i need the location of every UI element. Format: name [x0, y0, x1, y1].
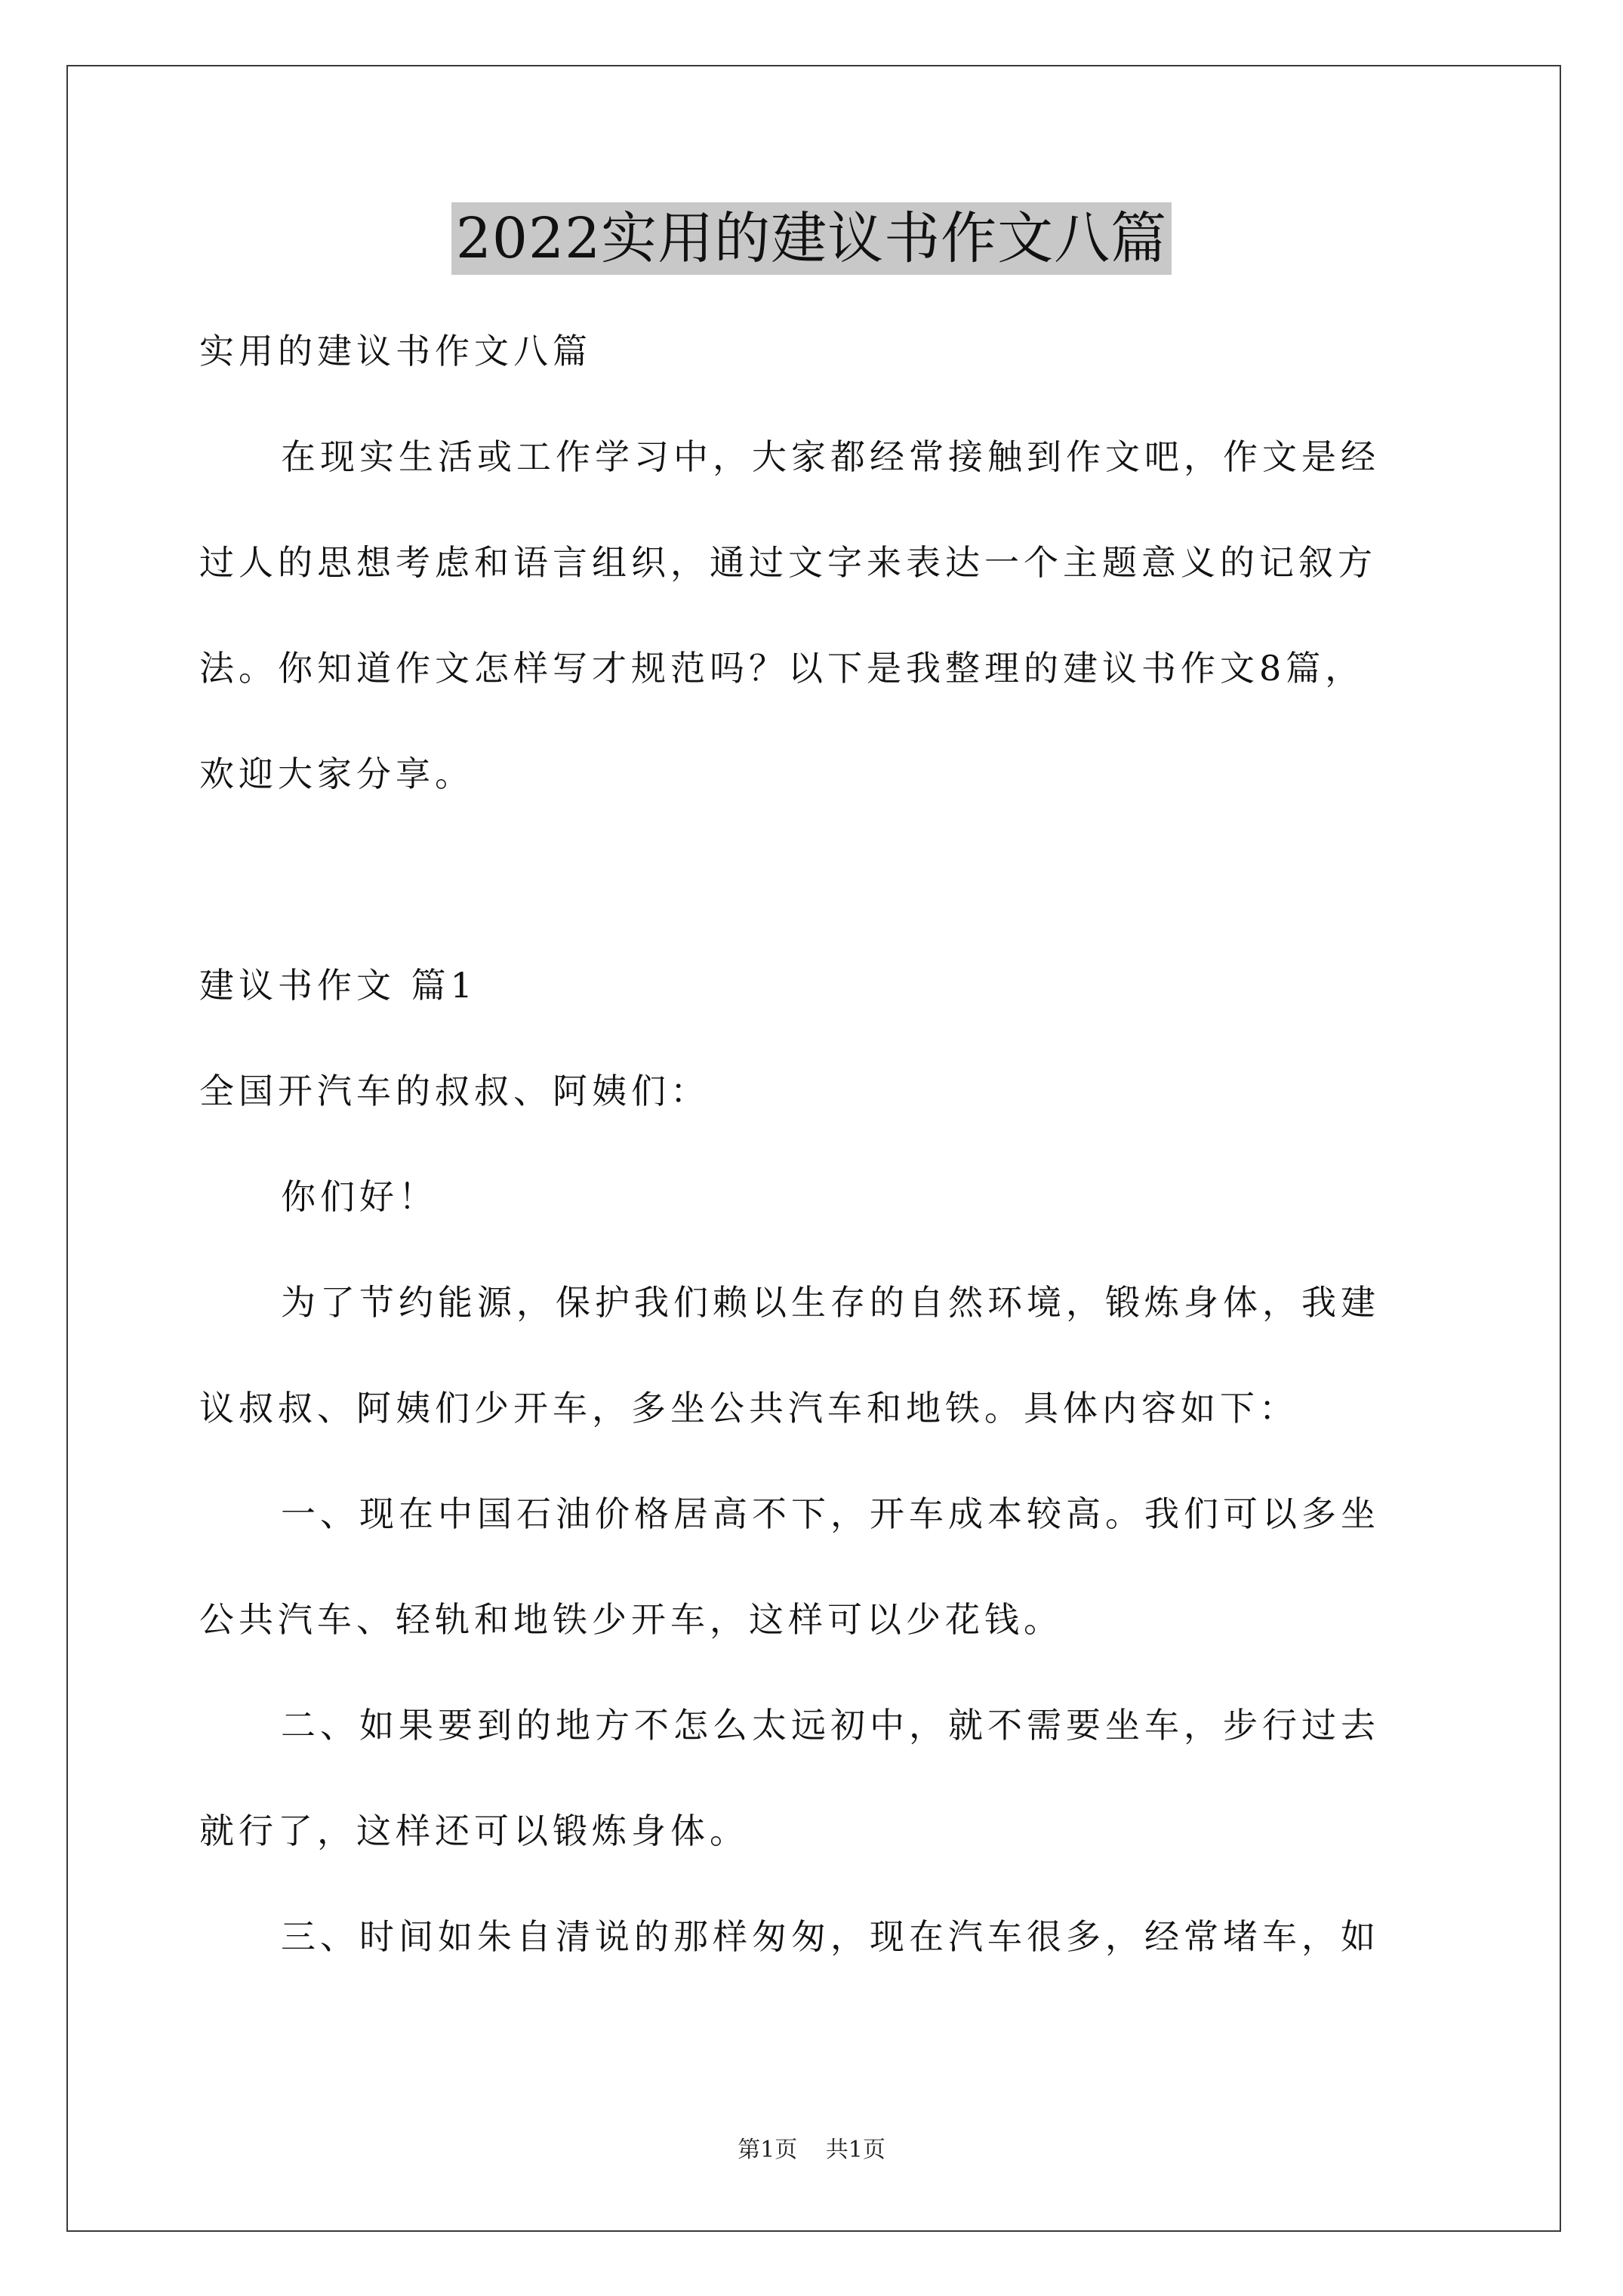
- page-number: 第1页: [738, 2137, 798, 2163]
- paragraph-line: 议叔叔、阿姨们少开车，多坐公共汽车和地铁。具体内容如下：: [199, 1388, 1298, 1428]
- document-body: [199, 298, 1431, 1989]
- page-footer: [0, 2131, 1623, 2164]
- paragraph-line: 公共汽车、轻轨和地铁少开车，这样可以少花钱。: [199, 1599, 1063, 1640]
- intro-line: 过人的思想考虑和语言组织，通过文字来表达一个主题意义的记叙方: [199, 542, 1377, 583]
- paragraph-line: 三、时间如朱自清说的那样匆匆，现在汽车很多，经常堵车，如: [281, 1916, 1380, 1957]
- paragraph-line: 一、现在中国石油价格居高不下，开车成本较高。我们可以多坐: [281, 1493, 1380, 1534]
- page-total: 共1页: [825, 2137, 885, 2163]
- greeting: 你们好！: [281, 1176, 438, 1217]
- salutation: 全国开汽车的叔叔、阿姨们：: [199, 1071, 710, 1111]
- title-container: [0, 202, 1623, 275]
- intro-line: 在现实生活或工作学习中，大家都经常接触到作文吧，作文是经: [281, 436, 1380, 477]
- section-heading: 建议书作文 篇1: [199, 965, 477, 1006]
- intro-line: 法。你知道作文怎样写才规范吗？以下是我整理的建议书作文8篇，: [199, 648, 1365, 689]
- paragraph-line: 就行了，这样还可以锻炼身体。: [199, 1811, 749, 1851]
- blank-line: [199, 827, 1431, 932]
- intro-line: 欢迎大家分享。: [199, 754, 474, 794]
- subtitle: 实用的建议书作文八篇: [199, 331, 592, 371]
- paragraph-line: 二、如果要到的地方不怎么太远初中，就不需要坐车，步行过去: [281, 1705, 1380, 1746]
- paragraph-line: 为了节约能源，保护我们赖以生存的自然环境，锻炼身体，我建: [281, 1282, 1380, 1323]
- document-title: 2022实用的建议书作文八篇: [451, 202, 1172, 275]
